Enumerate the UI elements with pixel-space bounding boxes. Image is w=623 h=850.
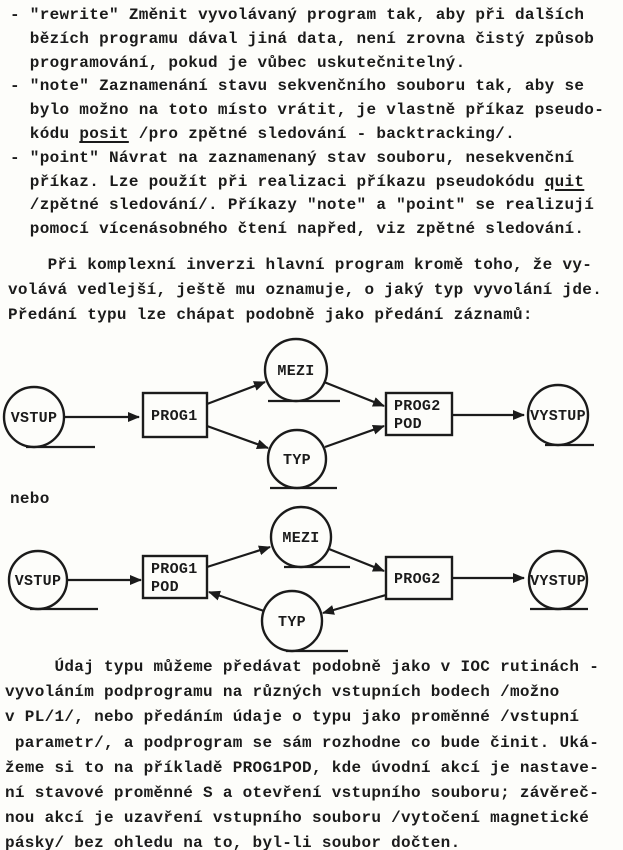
flow-arrow bbox=[324, 382, 384, 406]
text-line: bylo možno na toto místo vrátit, je vlastně příkaz pseudo- bbox=[10, 101, 605, 120]
text-line: - "note" Zaznamenání stavu sekvenčního souboru tak, aby se bbox=[10, 77, 585, 96]
node-label: VSTUP bbox=[14, 573, 62, 590]
node-label: POD bbox=[394, 416, 422, 433]
process-box-node-prog1 bbox=[143, 393, 207, 437]
text-line: parametr/, a podprogram se sám rozhodne co bude činit. Uká- bbox=[5, 733, 600, 752]
node-label: PROG2 bbox=[394, 398, 441, 415]
flow-arrow bbox=[325, 426, 384, 447]
intro-paragraph bbox=[8, 253, 602, 329]
text-line: příkaz. Lze použít při realizaci příkazu pseudokódu quit bbox=[10, 172, 585, 191]
node-label: PROG2 bbox=[394, 571, 441, 588]
node-label: PROG1 bbox=[151, 561, 198, 578]
node-label: POD bbox=[151, 579, 179, 596]
text-line: pomocí vícenásobného čtení napřed, viz zpětné sledování. bbox=[10, 220, 585, 239]
node-label: TYP bbox=[283, 452, 311, 469]
node-label: VYSTUP bbox=[530, 573, 586, 590]
text-line: nou akcí je uzavření vstupního souboru /vytočení magnetické bbox=[5, 809, 590, 828]
text-line: bězích programu dával jiná data, není zrovna čistý způsob bbox=[10, 29, 595, 48]
tape-file-node-vystup bbox=[529, 551, 588, 609]
connector-word: nebo bbox=[10, 490, 50, 508]
text-line: Při komplexní inverzi hlavní program kromě toho, že vy- bbox=[8, 256, 593, 274]
tape-file-node-typ bbox=[268, 430, 337, 488]
text-line: volává vedlejší, ještě mu oznamuje, o jaký typ vyvolání jde. bbox=[8, 281, 603, 300]
flow-diagram-bottom bbox=[0, 503, 623, 655]
flow-arrow bbox=[323, 595, 386, 613]
text-line: vyvoláním podprogramu na různých vstupních bodech /možno bbox=[5, 683, 560, 702]
text-line: /zpětné sledování/. Příkazy "note" a "point" se realizují bbox=[10, 196, 595, 215]
text-line: programování, pokud je vůbec uskutečnitelný. bbox=[10, 53, 466, 72]
process-box-node-prog2 bbox=[386, 557, 452, 599]
flow-arrow bbox=[207, 426, 268, 448]
tape-file-node-mezi bbox=[265, 339, 340, 401]
text-line: pásky/ bez ohledu na to, byl-li soubor dočten. bbox=[5, 834, 461, 850]
node-label: MEZI bbox=[282, 530, 320, 547]
node-label: VSTUP bbox=[10, 410, 58, 427]
text-line: Údaj typu můžeme předávat podobně jako v IOC rutinách - bbox=[5, 658, 600, 676]
text-line: Předání typu lze chápat podobně jako předání záznamů: bbox=[8, 306, 533, 325]
tape-file-node-vystup bbox=[528, 385, 594, 445]
text-line: v PL/1/, nebo předáním údaje o typu jako proměnné /vstupní bbox=[5, 708, 580, 727]
text-line: žeme si to na příkladě PROG1POD, kde úvodní akcí je nastave- bbox=[5, 758, 600, 777]
tape-file-node-mezi bbox=[271, 507, 350, 567]
text-line: - "point" Návrat na zaznamenaný stav souboru, nesekvenční bbox=[10, 148, 575, 167]
text-line: kódu posit /pro zpětné sledování - backtracking/. bbox=[10, 124, 515, 143]
node-label: VYSTUP bbox=[530, 408, 586, 425]
text-line: ní stavové proměnné S a otevření vstupního souboru; závěreč- bbox=[5, 784, 600, 803]
tape-file-node-typ bbox=[262, 591, 348, 651]
flow-arrow bbox=[207, 547, 270, 567]
flow-arrow bbox=[209, 592, 264, 611]
bullet-list bbox=[10, 4, 604, 242]
flow-diagram-top bbox=[0, 336, 623, 498]
node-label: PROG1 bbox=[151, 408, 198, 425]
closing-paragraph bbox=[5, 655, 599, 850]
process-box-node-prog2-pod bbox=[386, 393, 452, 435]
node-label: MEZI bbox=[277, 363, 315, 380]
text-line: - "rewrite" Změnit vyvolávaný program tak, aby při dalších bbox=[10, 6, 585, 24]
node-label: TYP bbox=[278, 614, 306, 631]
flow-arrow bbox=[207, 382, 265, 404]
process-box-node-prog1-pod bbox=[143, 556, 207, 598]
